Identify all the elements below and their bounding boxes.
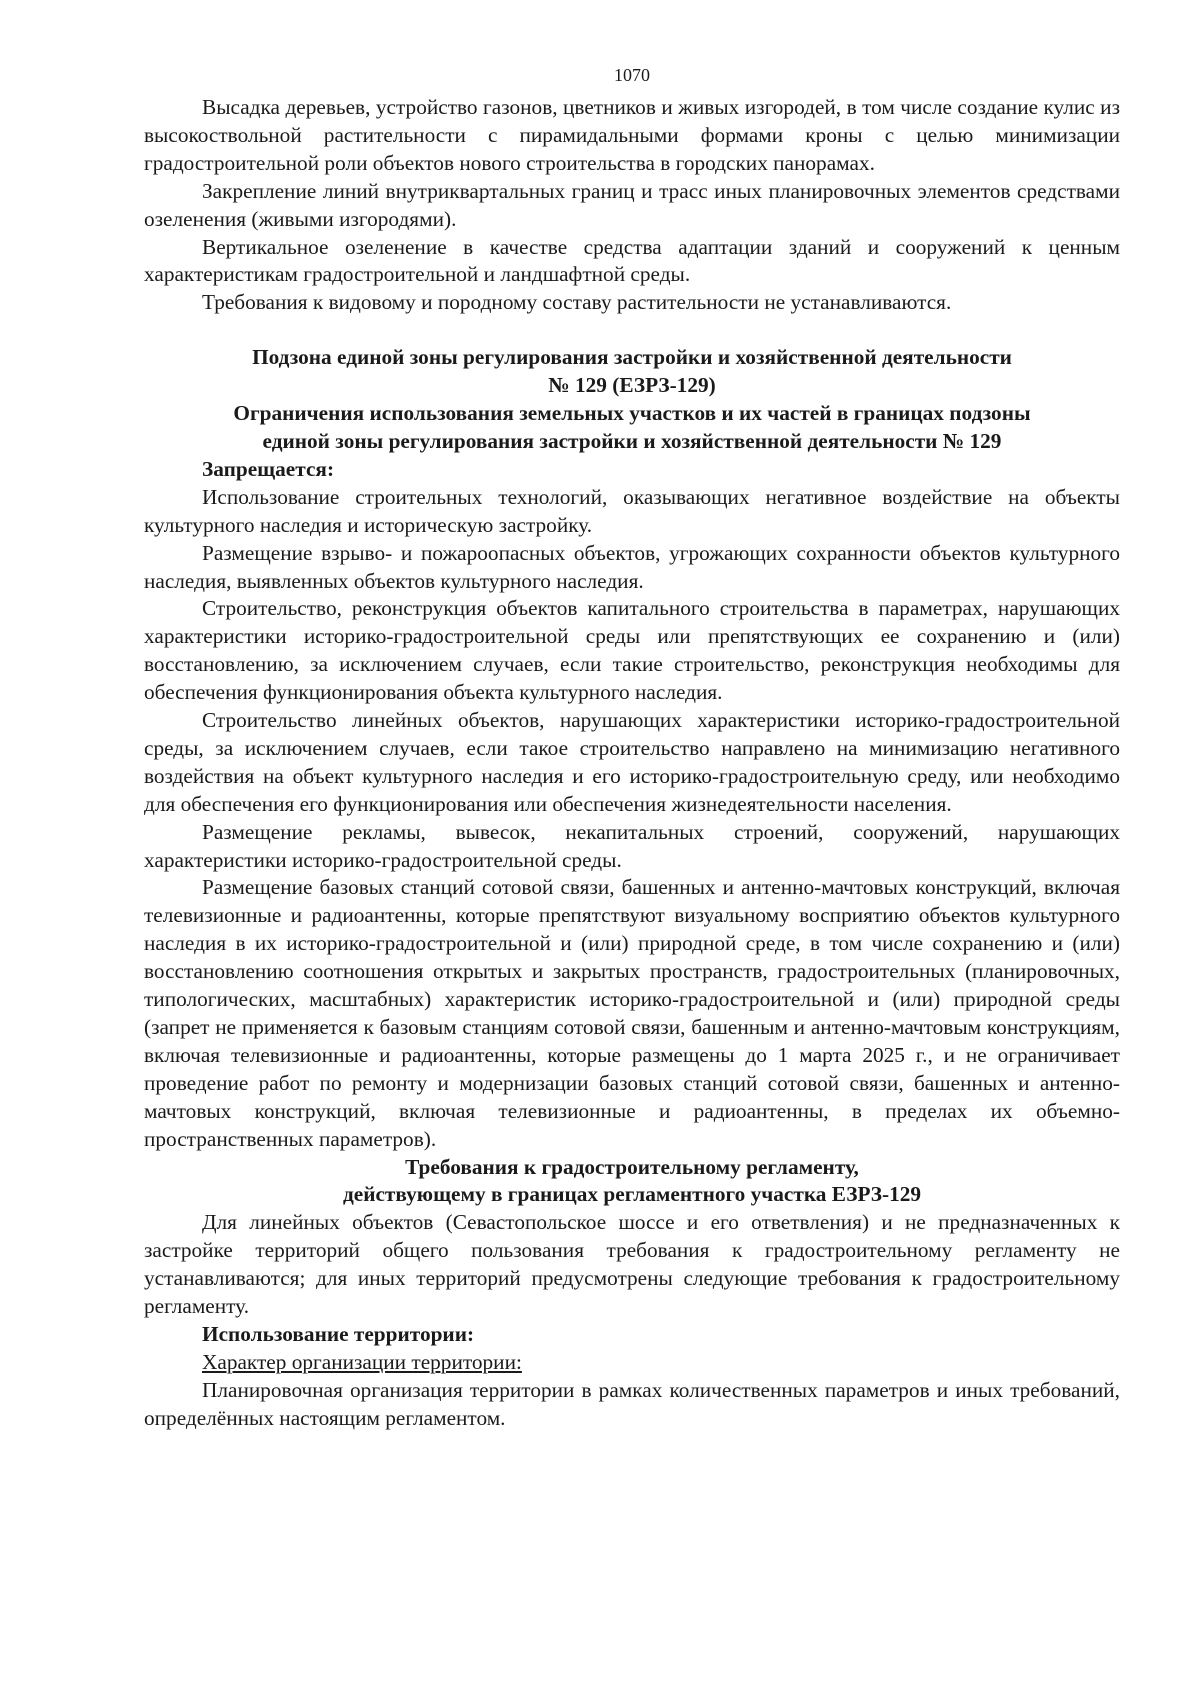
organization-label: Характер организации территории: [202, 1349, 522, 1374]
requirements-heading-line1: Требования к градостроительному регламенту, [405, 1154, 859, 1179]
restrictions-heading-line1: Ограничения использования земельных участков и их частей в границах подзоны [233, 401, 1031, 426]
paragraph: Требования к видовому и породному составу растительности не устанавливаются. [202, 290, 952, 315]
paragraph: Планировочная организация территории в рамках количественных параметров и иных требований, определённых настоящим регламентом. [144, 1377, 1120, 1430]
paragraph: Вертикальное озеленение в качестве средства адаптации зданий и сооружений к ценным характеристикам градостроительной и ландшафтной среды. [144, 234, 1120, 287]
paragraph: Размещение рекламы, вывесок, некапитальных строений, сооружений, нарушающих характеристики историко-градостроительной среды. [144, 819, 1120, 872]
document-page [144, 64, 1120, 1433]
usage-label: Использование территории: [202, 1321, 475, 1346]
page-number: 1070 [614, 65, 650, 85]
spacer [144, 317, 1120, 344]
subzone-heading-line2: № 129 (ЕЗРЗ-129) [548, 373, 716, 398]
paragraph: Размещение базовых станций сотовой связи, башенных и антенно-мачтовых конструкций, включая телевизионные и радиоантенны, которые препятствуют визуальному восприятию объектов культурного наследия в их историко-градостроительной и (или) природной среде, в том числе сохранению и (или) восстановлению соотношения открытых и закрытых пространств, градостроительных (планировочных, типологических, масштабных) характеристик историко-градостроительной и (или) природной среды (запрет не применяется к базовым станциям сотовой связи, башенным и антенно-мачтовым конструкциям, включая телевизионные и радиоантенны, которые размещены до 1 марта 2025 г., и не ограничивает проведение работ по ремонту и модернизации базовых станций сотовой связи, башенных и антенно-мачтовых конструкций, включая телевизионные и радиоантенны, в пределах их объемно-пространственных параметров). [144, 875, 1120, 1151]
paragraph: Высадка деревьев, устройство газонов, цветников и живых изгородей, в том числе создание кулис из высокоствольной растительности с пирамидальными формами кроны с целью минимизации градостроительной роли объектов нового строительства в городских панорамах. [144, 95, 1120, 175]
requirements-heading-line2: действующему в границах регламентного участка ЕЗРЗ-129 [342, 1182, 922, 1207]
restrictions-heading-line2: единой зоны регулирования застройки и хозяйственной деятельности № 129 [262, 428, 1002, 453]
paragraph: Строительство, реконструкция объектов капитального строительства в параметрах, нарушающих характеристики историко-градостроительной среды или препятствующих ее сохранению и (или) восстановлению, за исключением случаев, если такие строительство, реконструкция необходимы для обеспечения функционирования объекта культурного наследия. [144, 596, 1120, 705]
paragraph: Использование строительных технологий, оказывающих негативное воздействие на объекты культурного наследия и историческую застройку. [144, 484, 1120, 537]
paragraph: Для линейных объектов (Севастопольское шоссе и его ответвления) и не предназначенных к застройке территорий общего пользования требования к градостроительному регламенту не устанавливаются; для иных территорий предусмотрены следующие требования к градостроительному регламенту. [144, 1210, 1120, 1319]
paragraph: Строительство линейных объектов, нарушающих характеристики историко-градостроительной среды, за исключением случаев, если такое строительство направлено на минимизацию негативного воздействия на объект культурного наследия и его историко-градостроительную среду, или необходимо для обеспечения его функционирования или обеспечения жизнедеятельности населения. [144, 708, 1120, 816]
subzone-heading-line1: Подзона единой зоны регулирования застройки и хозяйственной деятельности [252, 345, 1012, 370]
paragraph: Размещение взрыво- и пожароопасных объектов, угрожающих сохранности объектов культурного наследия, выявленных объектов культурного наследия. [144, 540, 1120, 593]
prohibited-label: Запрещается: [202, 456, 335, 481]
paragraph: Закрепление линий внутриквартальных границ и трасс иных планировочных элементов средствами озеленения (живыми изгородями). [144, 178, 1120, 231]
